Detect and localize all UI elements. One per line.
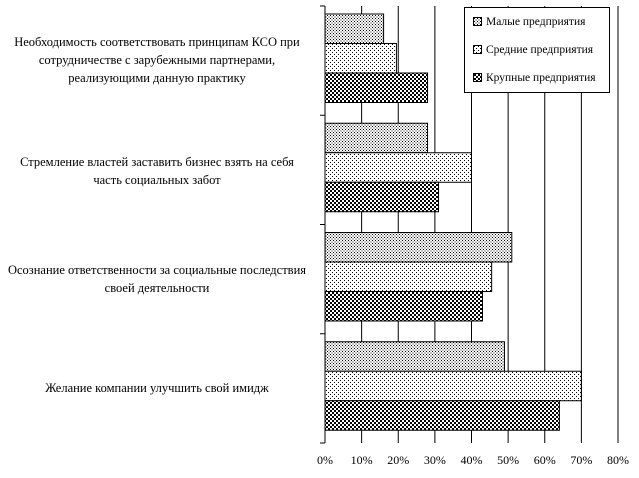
bar-large-3 — [325, 292, 482, 322]
y-axis — [320, 6, 325, 443]
bar-large-1 — [325, 73, 428, 103]
category-label-2 — [0, 153, 314, 189]
x-tick-label: 40% — [460, 453, 483, 467]
category-label-4 — [0, 379, 314, 397]
bar-small-2 — [325, 123, 428, 153]
x-tick-label: 50% — [497, 453, 520, 467]
category-label-line: часть социальных забот — [93, 173, 221, 187]
x-tick-label: 0% — [317, 453, 333, 467]
category-label-line: реализующими данную практику — [68, 71, 246, 85]
legend-label-medium: Средние предприятия — [486, 44, 594, 56]
bar-small-4 — [325, 342, 504, 372]
bar-medium-2 — [325, 153, 472, 183]
bar-medium-3 — [325, 262, 492, 292]
bar-medium-1 — [325, 44, 396, 74]
category-label-1 — [0, 33, 314, 87]
legend-swatch-medium — [473, 45, 482, 54]
category-label-line: Стремление властей заставить бизнес взять на себя — [20, 155, 294, 169]
bar-large-4 — [325, 401, 559, 431]
bar-medium-4 — [325, 371, 581, 401]
legend — [464, 7, 610, 93]
legend-label-small: Малые предприятия — [486, 16, 586, 28]
legend-swatch-large — [473, 73, 482, 82]
x-tick-label: 10% — [350, 453, 373, 467]
legend-swatch-small — [473, 17, 482, 26]
x-tick-label: 80% — [607, 453, 629, 467]
bar-large-2 — [325, 182, 439, 212]
bar-small-1 — [325, 14, 384, 44]
x-tick-label: 60% — [533, 453, 556, 467]
category-label-line: своей деятельности — [104, 281, 210, 295]
legend-label-large: Крупные предприятия — [486, 72, 596, 84]
category-label-line: Необходимость соответствовать принципам КСО при — [14, 35, 300, 49]
category-label-line: Осознание ответственности за социальные последствия — [7, 263, 307, 277]
category-label-line: сотрудничестве с зарубежными партнерами, — [38, 53, 276, 67]
category-label-line: Желание компании улучшить свой имидж — [45, 381, 269, 395]
x-tick-label: 30% — [423, 453, 446, 467]
x-tick-label: 70% — [570, 453, 593, 467]
category-label-3 — [0, 261, 314, 297]
x-tick-label: 20% — [387, 453, 410, 467]
bar-small-3 — [325, 233, 512, 263]
